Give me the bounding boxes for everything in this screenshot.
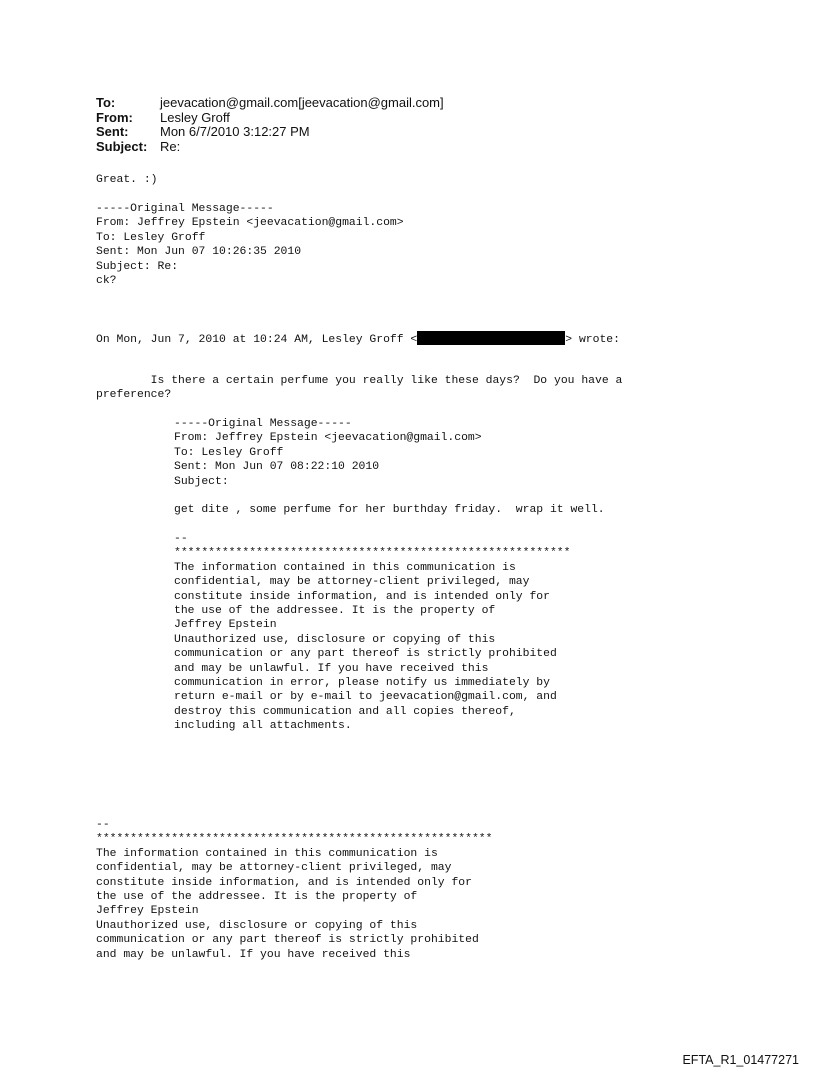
orig2-text: get dite , some perfume for her burthday friday. wrap it well. [174, 504, 605, 516]
disclaimer-dash: -- [174, 533, 188, 545]
disclaimer-line: including all attachments. [174, 720, 352, 733]
disclaimer-line: return e-mail or by e-mail to jeevacation@gmail.com, and [174, 691, 557, 704]
bottom-disclaimer-line: Unauthorized use, disclosure or copying of this [96, 919, 418, 932]
reply-text: Great. :) [96, 174, 158, 186]
question-line-2: preference? [96, 389, 172, 402]
disclaimer-line: Jeffrey Epstein [174, 619, 277, 632]
orig1-from: From: Jeffrey Epstein <jeevacation@gmail.com> [96, 217, 404, 230]
disclaimer-line: communication or any part thereof is strictly prohibited [174, 648, 557, 661]
orig2-to: To: Lesley Groff [174, 446, 284, 459]
sent-row [96, 125, 444, 140]
bottom-disclaimer-line: the use of the addressee. It is the property of [96, 891, 418, 904]
inner-disclaimer [174, 532, 570, 734]
document-id: EFTA_R1_01477271 [682, 1053, 799, 1067]
redaction-box [417, 331, 565, 345]
bottom-disclaimer-dash: -- [96, 819, 110, 831]
original-message-1 [96, 202, 404, 274]
bottom-disclaimer-line: communication or any part thereof is strictly prohibited [96, 934, 479, 947]
orig2-subject: Subject: [174, 475, 229, 488]
from-label: From: [96, 109, 133, 125]
subject-row [96, 140, 444, 155]
bottom-disclaimer-line: constitute inside information, and is intended only for [96, 876, 472, 889]
disclaimer-stars: ********************************************************** [174, 547, 571, 560]
bottom-disclaimer-stars: ********************************************************** [96, 833, 493, 846]
orig1-separator: -----Original Message----- [96, 203, 274, 215]
to-value: jeevacation@gmail.com[jeevacation@gmail.com] [160, 95, 444, 110]
bottom-disclaimer-line: confidential, may be attorney-client privileged, may [96, 862, 452, 875]
original-message-2 [174, 417, 482, 489]
disclaimer-line: destroy this communication and all copies thereof, [174, 705, 516, 718]
wrote-line [96, 331, 620, 347]
bottom-disclaimer-line: The information contained in this communication is [96, 847, 438, 860]
subject-value: Re: [160, 138, 181, 154]
bottom-disclaimer-line: and may be unlawful. If you have received this [96, 948, 411, 961]
orig1-sent: Sent: Mon Jun 07 10:26:35 2010 [96, 246, 302, 259]
question-block [96, 374, 622, 403]
orig1-subject: Subject: Re: [96, 260, 179, 273]
email-header [96, 96, 444, 154]
disclaimer-line: the use of the addressee. It is the property of [174, 605, 496, 618]
orig2-from: From: Jeffrey Epstein <jeevacation@gmail.com> [174, 432, 482, 445]
to-label: To: [96, 95, 116, 110]
orig1-to: To: Lesley Groff [96, 231, 206, 244]
orig1-text: ck? [96, 275, 117, 287]
wrote-prefix: On Mon, Jun 7, 2010 at 10:24 AM, Lesley Groff < [96, 334, 418, 346]
bottom-disclaimer-line: Jeffrey Epstein [96, 905, 199, 918]
to-row [96, 96, 444, 111]
sent-label: Sent: [96, 124, 129, 139]
wrote-suffix: > wrote: [565, 334, 620, 346]
orig2-sent: Sent: Mon Jun 07 08:22:10 2010 [174, 461, 380, 474]
disclaimer-line: The information contained in this communication is [174, 561, 516, 574]
question-line-1: Is there a certain perfume you really like these days? Do you have a [96, 375, 623, 387]
sent-value: Mon 6/7/2010 3:12:27 PM [160, 124, 310, 139]
bottom-disclaimer [96, 818, 492, 962]
disclaimer-line: and may be unlawful. If you have received this [174, 662, 489, 675]
subject-label: Subject: [96, 138, 148, 154]
disclaimer-line: constitute inside information, and is intended only for [174, 590, 550, 603]
orig2-separator: -----Original Message----- [174, 418, 352, 430]
disclaimer-line: communication in error, please notify us immediately by [174, 677, 550, 690]
from-value: Lesley Groff [160, 109, 230, 125]
disclaimer-line: Unauthorized use, disclosure or copying of this [174, 633, 496, 646]
disclaimer-line: confidential, may be attorney-client privileged, may [174, 576, 530, 589]
from-row [96, 111, 444, 126]
